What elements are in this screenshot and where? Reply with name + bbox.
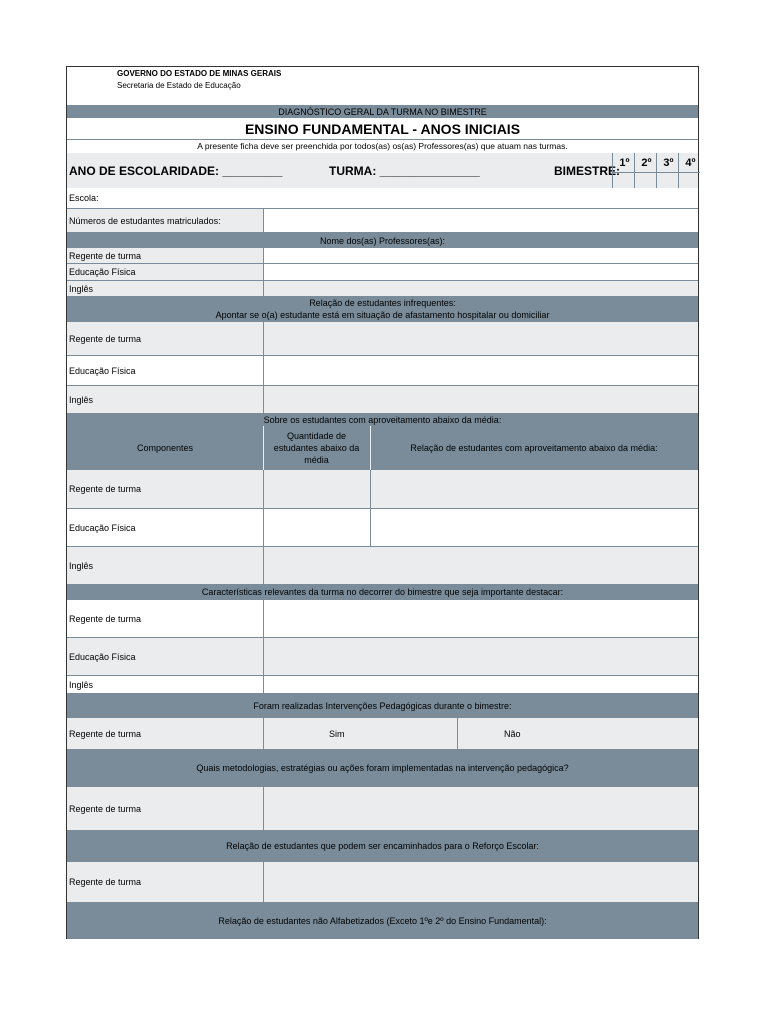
interventions-header <box>67 693 698 718</box>
reinforcement-row-regente <box>67 862 698 902</box>
main-title <box>67 118 698 140</box>
col-quantity <box>263 426 370 470</box>
main-title-text: ENSINO FUNDAMENTAL - ANOS INICIAIS <box>244 120 521 137</box>
methodologies-row-regente <box>67 787 698 830</box>
bimester-options <box>612 153 700 188</box>
diagnostic-title <box>67 105 698 118</box>
below-average-label-edfis: Educação Física <box>69 522 136 533</box>
col-quantity-line1: Quantidade de <box>286 431 347 441</box>
class-field[interactable]: TURMA: _______________ <box>329 163 480 178</box>
teacher-input-edfis[interactable] <box>263 264 698 280</box>
enrolled-input[interactable] <box>263 209 698 232</box>
school-year-field[interactable]: ANO DE ESCOLARIDADE: _________ <box>69 163 283 178</box>
intervention-no-option[interactable]: Não <box>504 728 521 739</box>
methodologies-header-text: Quais metodologias, estratégias ou ações foram implementadas na intervenção pedagógica? <box>196 763 569 773</box>
teacher-label-edfis: Educação Física <box>69 267 136 277</box>
teacher-row-regente <box>67 248 698 264</box>
below-average-label-regente: Regente de turma <box>69 484 142 494</box>
methodologies-header <box>67 749 698 787</box>
form-sheet <box>66 66 699 939</box>
interventions-label-regente: Regente de turma <box>69 728 142 739</box>
infrequent-row-edfis <box>67 356 698 386</box>
methodologies-label-regente: Regente de turma <box>69 803 142 814</box>
infrequent-row-regente <box>67 322 698 356</box>
illiterate-header <box>67 902 698 939</box>
illiterate-header-text: Relação de estudantes não Alfabetizados (Exceto 1ºe 2º do Ensino Fundamental): <box>218 915 547 926</box>
infrequent-label-regente: Regente de turma <box>69 333 142 344</box>
bimester-2[interactable]: 2º <box>641 156 652 169</box>
infrequent-row-ingles <box>67 386 698 413</box>
instruction-text: A presente ficha deve ser preenchida por todos(as) os(as) Professores(as) que atuam nas turmas. <box>67 140 698 153</box>
intervention-yes-option[interactable]: Sim <box>329 728 345 739</box>
below-average-header <box>67 413 698 426</box>
below-average-row-edfis <box>67 509 698 547</box>
characteristics-header-text: Características relevantes da turma no decorrer do bimestre que seja importante destacar: <box>201 587 564 597</box>
bimester-4[interactable]: 4º <box>685 156 696 169</box>
infrequent-header <box>67 296 698 322</box>
enrolled-row <box>67 209 698 233</box>
diagnostic-title-text: DIAGNÓSTICO GERAL DA TURMA NO BIMESTRE <box>278 106 487 117</box>
characteristics-label-edfis: Educação Física <box>69 651 136 662</box>
government-name: GOVERNO DO ESTADO DE MINAS GERAIS <box>117 69 282 78</box>
school-label: Escola: <box>69 193 99 203</box>
teachers-header <box>67 233 698 248</box>
class-info-row <box>67 153 698 188</box>
teacher-input-regente[interactable] <box>263 248 698 263</box>
infrequent-label-ingles: Inglês <box>69 394 94 405</box>
col-quantity-line2: estudantes abaixo da <box>273 443 360 453</box>
below-average-label-ingles: Inglês <box>69 560 94 571</box>
reinforcement-label-regente: Regente de turma <box>69 877 142 887</box>
infrequent-header-line2: Apontar se o(a) estudante está em situação de afastamento hospitalar ou domiciliar <box>215 310 550 320</box>
reinforcement-header <box>67 830 698 862</box>
characteristics-row-regente <box>67 600 698 638</box>
reinforcement-header-text: Relação de estudantes que podem ser encaminhados para o Reforço Escolar: <box>226 841 539 851</box>
teacher-row-ingles <box>67 281 698 296</box>
school-row <box>67 188 698 209</box>
below-average-header-text: Sobre os estudantes com aproveitamento abaixo da média: <box>263 414 502 425</box>
below-average-row-regente <box>67 470 698 509</box>
bimester-label: BIMESTRE: <box>554 163 620 178</box>
interventions-header-text: Foram realizadas Intervenções Pedagógicas durante o bimestre: <box>253 700 512 711</box>
characteristics-header <box>67 584 698 600</box>
characteristics-row-edfis <box>67 638 698 676</box>
teacher-row-edfis <box>67 264 698 281</box>
infrequent-label-edfis: Educação Física <box>69 365 136 376</box>
col-components: Componentes <box>136 443 194 453</box>
bimester-3[interactable]: 3º <box>663 156 674 169</box>
teacher-label-ingles: Inglês <box>69 283 94 294</box>
secretariat-name: Secretaria de Estado de Educação <box>117 81 241 90</box>
characteristics-label-regente: Regente de turma <box>69 613 142 624</box>
teacher-label-regente: Regente de turma <box>69 250 142 261</box>
below-average-row-ingles <box>67 547 698 584</box>
enrolled-label: Números de estudantes matriculados: <box>69 215 221 226</box>
characteristics-row-ingles <box>67 676 698 693</box>
below-average-columns <box>67 426 698 470</box>
col-quantity-line3: média <box>304 455 329 465</box>
col-relation: Relação de estudantes com aproveitamento abaixo da média: <box>410 443 658 453</box>
interventions-row-regente <box>67 718 698 749</box>
characteristics-label-ingles: Inglês <box>69 679 94 690</box>
bimester-1[interactable]: 1º <box>619 156 630 169</box>
infrequent-header-line1: Relação de estudantes infrequentes: <box>309 298 456 308</box>
teachers-header-text: Nome dos(as) Professores(as): <box>319 235 446 246</box>
